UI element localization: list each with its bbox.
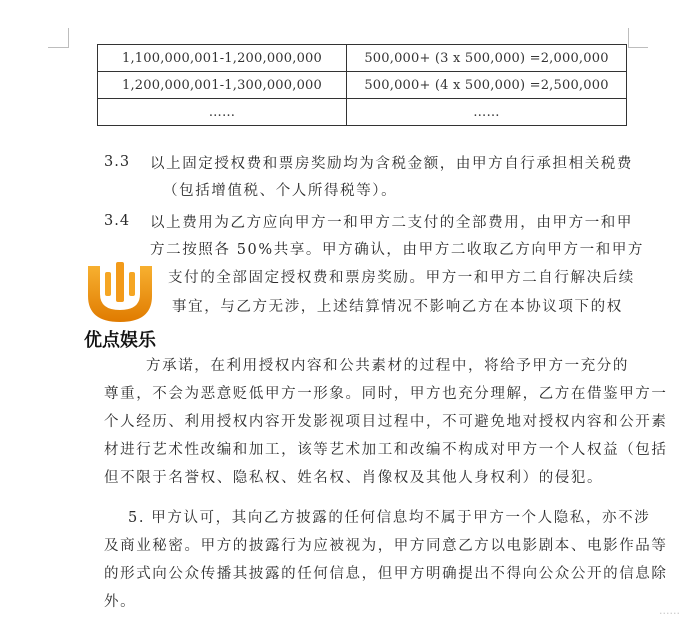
paragraph-5-line: 外。: [104, 594, 137, 610]
brand-logo: [72, 258, 168, 354]
watermark: ......: [659, 604, 680, 617]
table-cell-range: ……: [98, 99, 347, 126]
paragraph-4-line: 尊重，不会为恶意贬低甲方一形象。同时，甲方也充分理解，乙方在借鉴甲方一: [104, 386, 668, 402]
clause-3-4-line: 以上费用为乙方应向甲方一和甲方二支付的全部费用，由甲方一和甲: [150, 215, 633, 231]
paragraph-4-line: 方承诺，在利用授权内容和公共素材的过程中，将给予甲方一充分的: [146, 358, 629, 374]
logo-text: 优点娱乐: [84, 330, 156, 351]
table-cell-range: 1,200,000,001-1,300,000,000: [98, 72, 347, 99]
table-cell-bonus: 500,000+ (3 x 500,000) =2,000,000: [347, 45, 627, 72]
table-row: [98, 99, 627, 126]
paragraph-4-line: 个人经历、利用授权内容开发影视项目过程中，不可避免地对授权内容和公开素: [104, 414, 668, 430]
table-cell-bonus: ……: [347, 99, 627, 126]
table-row: [98, 45, 627, 72]
crop-mark: [68, 28, 69, 48]
clause-number: 3.3: [104, 154, 131, 170]
table-cell-bonus: 500,000+ (4 x 500,000) =2,500,000: [347, 72, 627, 99]
table-row: [98, 72, 627, 99]
crop-mark: [628, 47, 648, 48]
logo-u-icon: [72, 258, 168, 328]
crop-mark: [628, 28, 629, 48]
clause-3-3-line: 以上固定授权费和票房奖励均为含税金额，由甲方自行承担相关税费: [150, 156, 633, 172]
clause-3-4-line: 事宜，与乙方无涉，上述结算情况不影响乙方在本协议项下的权: [172, 299, 623, 315]
clause-3-4-line: 支付的全部固定授权费和票房奖励。甲方一和甲方二自行解决后续: [168, 270, 635, 286]
table-cell-range: 1,100,000,001-1,200,000,000: [98, 45, 347, 72]
box-office-bonus-table: [97, 44, 627, 126]
crop-mark: [48, 47, 68, 48]
clause-number: 3.4: [104, 213, 131, 229]
clause-3-3-line: （包括增值税、个人所得税等）。: [163, 183, 398, 199]
paragraph-4-line: 但不限于名誉权、隐私权、姓名权、肖像权及其他人身权利）的侵犯。: [104, 470, 604, 486]
paragraph-5-line: 5. 甲方认可，其向乙方披露的任何信息均不属于甲方一个人隐私，亦不涉: [128, 510, 651, 526]
clause-3-4-line: 方二按照各 50%共享。甲方确认，由甲方二收取乙方向甲方一和甲方: [150, 242, 645, 258]
paragraph-5-line: 及商业秘密。甲方的披露行为应被视为，甲方同意乙方以电影剧本、电影作品等: [104, 538, 668, 554]
paragraph-4-line: 材进行艺术性改编和加工，该等艺术加工和改编不构成对甲方一个人权益（包括: [104, 442, 668, 458]
paragraph-5-line: 的形式向公众传播其披露的任何信息，但甲方明确提出不得向公众公开的信息除: [104, 566, 668, 582]
